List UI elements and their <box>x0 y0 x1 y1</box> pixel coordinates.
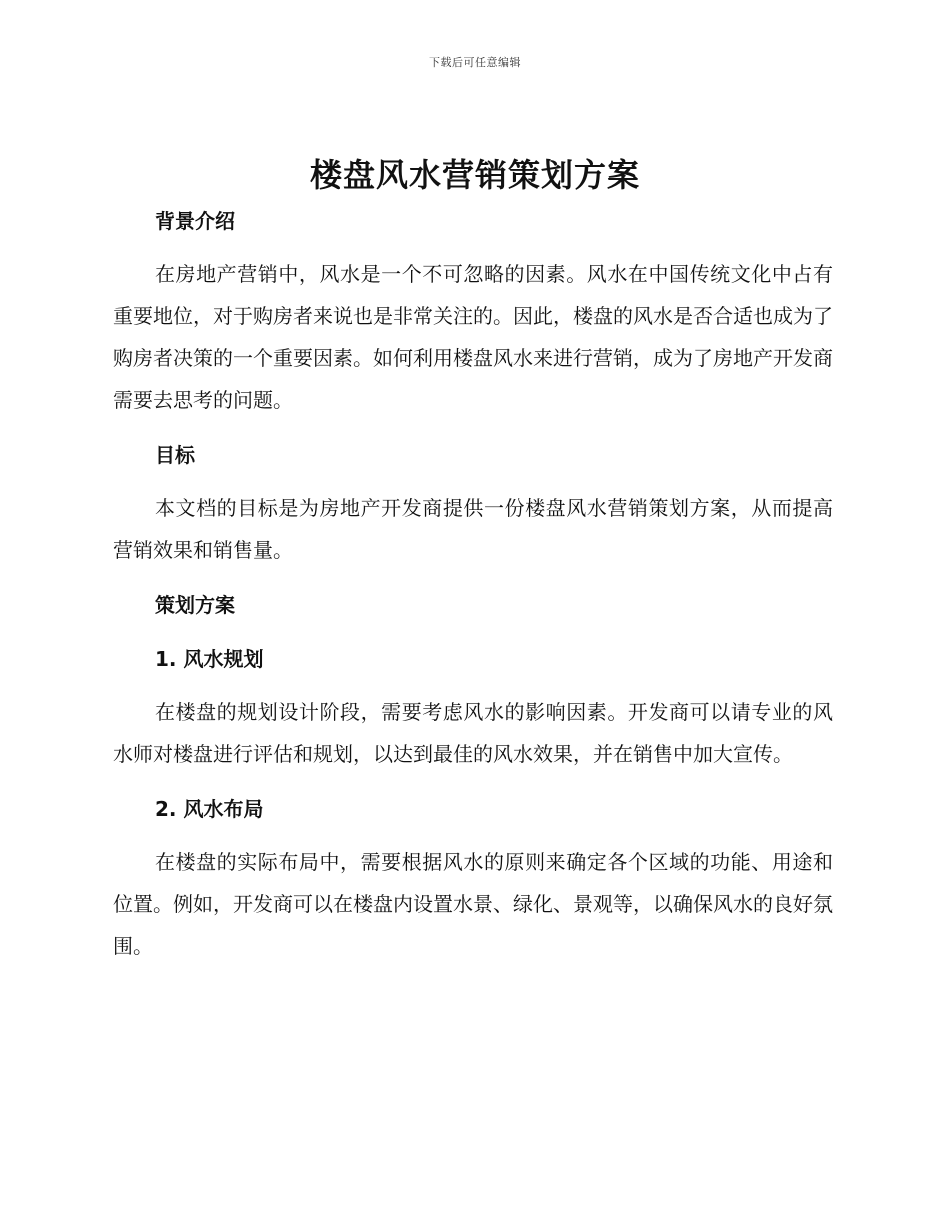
section-text-background: 在房地产营销中，风水是一个不可忽略的因素。风水在中国传统文化中占有重要地位，对于购房者来说也是非常关注的。因此，楼盘的风水是否合适也成为了购房者决策的一个重要因素。如何利用楼盘风水来进行营销，成为了房地产开发商需要去思考的问题。 <box>113 262 833 412</box>
section-heading-goal: 目标 <box>155 443 195 467</box>
subsection-heading-fengshui-planning: 1. 风水规划 <box>155 647 264 671</box>
section-text-goal: 本文档的目标是为房地产开发商提供一份楼盘风水营销策划方案，从而提高营销效果和销售量。 <box>113 496 833 562</box>
section-heading-background: 背景介绍 <box>155 209 235 233</box>
document-title: 楼盘风水营销策划方案 <box>309 156 640 194</box>
section-heading-plan: 策划方案 <box>155 593 235 617</box>
page-header-note: 下载后可任意编辑 <box>429 56 521 69</box>
subsection-text-fengshui-layout: 在楼盘的实际布局中，需要根据风水的原则来确定各个区域的功能、用途和位置。例如，开发商可以在楼盘内设置水景、绿化、景观等，以确保风水的良好氛围。 <box>113 850 833 958</box>
subsection-text-fengshui-planning: 在楼盘的规划设计阶段，需要考虑风水的影响因素。开发商可以请专业的风水师对楼盘进行评估和规划，以达到最佳的风水效果，并在销售中加大宣传。 <box>113 700 833 766</box>
subsection-heading-fengshui-layout: 2. 风水布局 <box>155 797 264 821</box>
document-body <box>113 201 833 967</box>
